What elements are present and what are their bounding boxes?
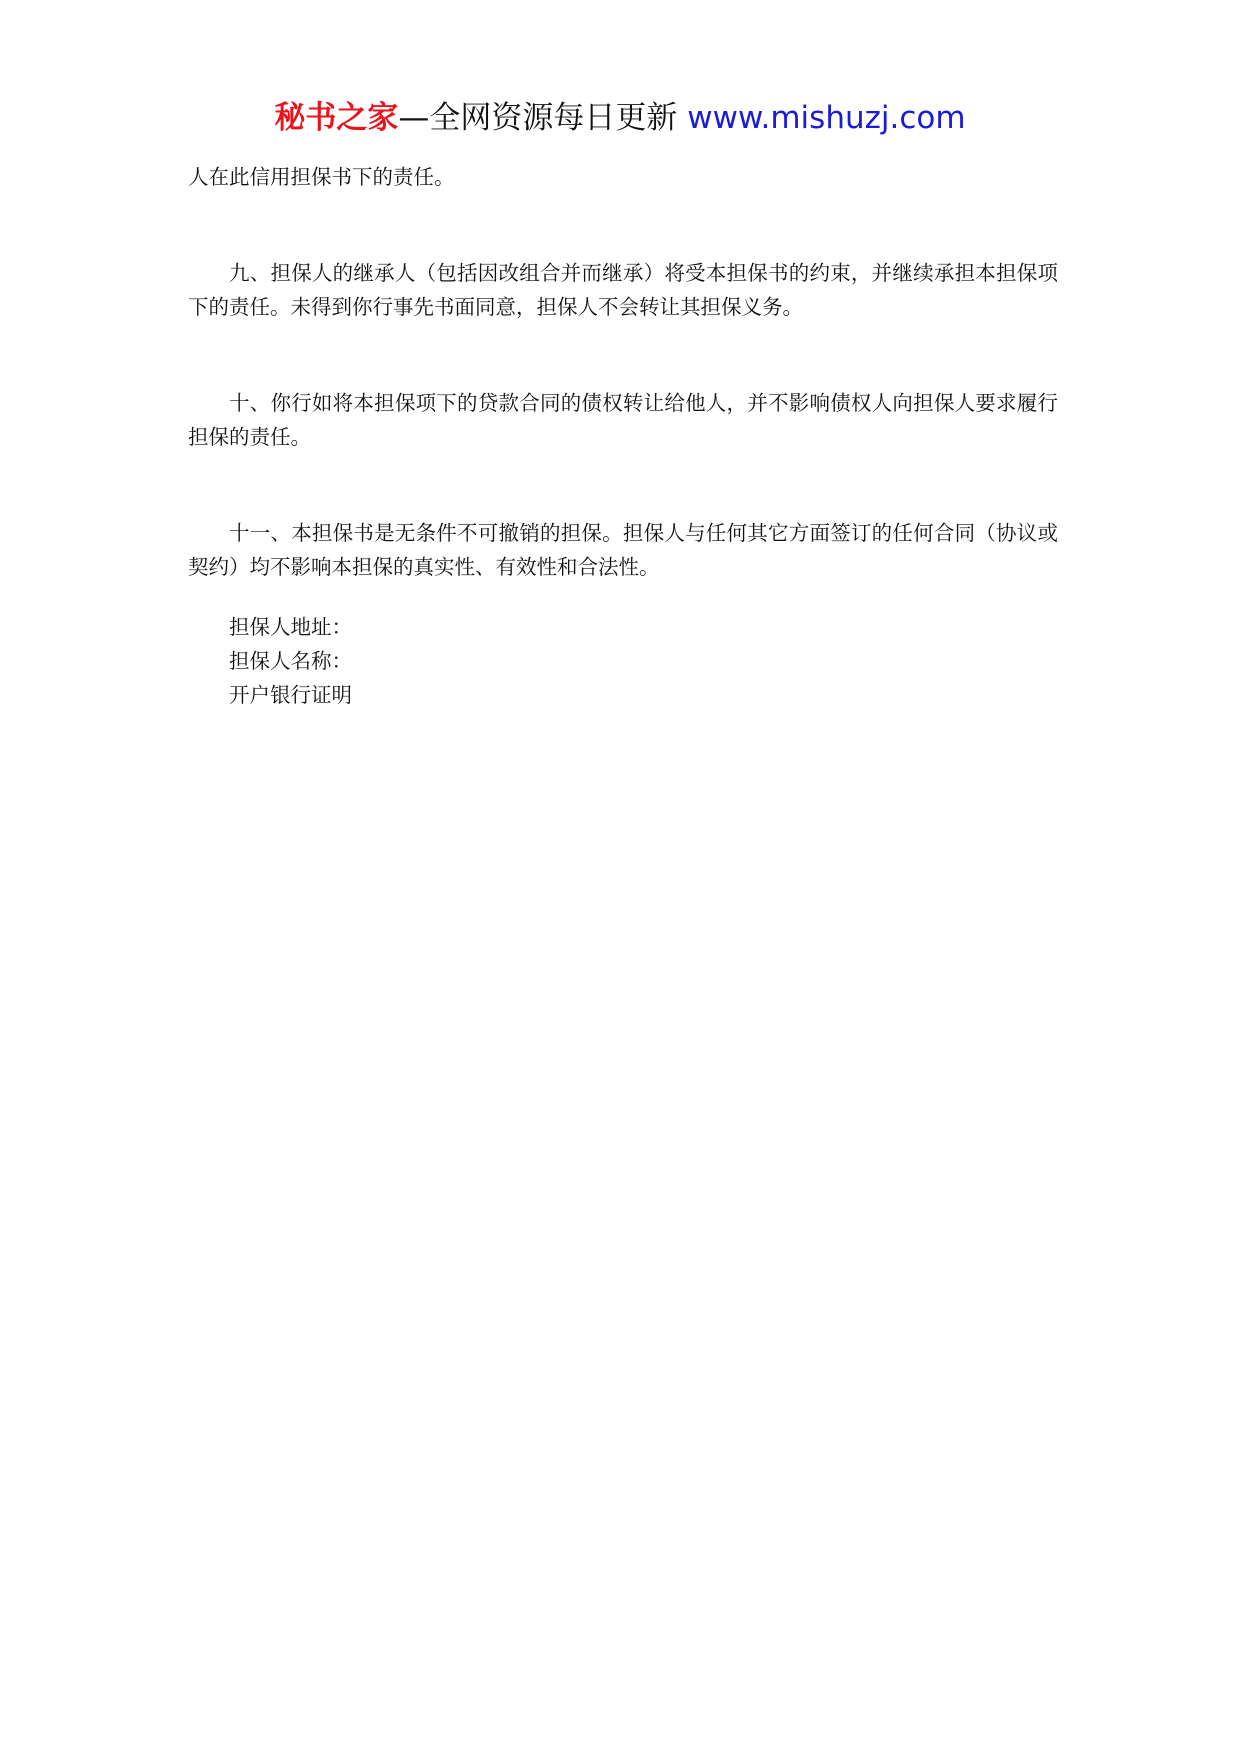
clause-10: 十、你行如将本担保项下的贷款合同的债权转让给他人，并不影响债权人向担保人要求履行担保的责任。 [188, 391, 1058, 449]
bank-certification-label: 开户银行证明 [229, 683, 352, 707]
guarantor-name-label: 担保人名称： [229, 649, 352, 673]
brand-name: 秘书之家 [274, 100, 399, 136]
guarantor-address-label: 担保人地址： [229, 615, 352, 639]
header-tagline: —全网资源每日更新 [398, 100, 678, 136]
document-body [188, 160, 1058, 712]
site-url-link[interactable]: www.mishuzj.com [687, 100, 966, 136]
signature-block [188, 610, 1058, 712]
clause-11: 十一、本担保书是无条件不可撤销的担保。担保人与任何其它方面签订的任何合同（协议或契约）均不影响本担保的真实性、有效性和合法性。 [188, 521, 1058, 579]
continued-paragraph: 人在此信用担保书下的责任。 [188, 165, 455, 189]
clause-9: 九、担保人的继承人（包括因改组合并而继承）将受本担保书的约束，并继续承担本担保项下的责任。未得到你行事先书面同意，担保人不会转让其担保义务。 [188, 261, 1058, 319]
site-header [0, 98, 1240, 138]
